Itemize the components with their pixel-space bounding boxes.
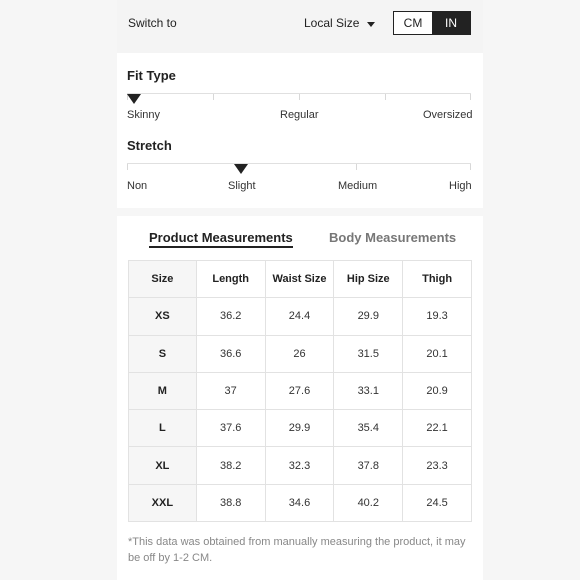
stretch-scale (127, 163, 471, 171)
table-cell: 27.6 (265, 372, 334, 409)
stretch-option: Slight (228, 180, 256, 192)
fit-type-option: Regular (280, 109, 319, 121)
table-cell-size: M (129, 372, 197, 409)
table-cell: 33.1 (334, 372, 403, 409)
table-cell-size: S (129, 335, 197, 372)
scale-tick (470, 164, 471, 170)
table-header: Waist Size (265, 261, 334, 298)
table-row (129, 372, 472, 409)
scale-tick (470, 94, 471, 100)
table-cell: 24.4 (265, 298, 334, 335)
table-cell: 20.1 (403, 335, 472, 372)
table-cell-size: XS (129, 298, 197, 335)
table-cell-size: XXL (129, 484, 197, 521)
table-cell: 24.5 (403, 484, 472, 521)
scale-tick (356, 164, 357, 170)
fit-panel (117, 53, 483, 208)
tab-product-measurements[interactable]: Product Measurements (149, 230, 293, 248)
table-header: Length (196, 261, 265, 298)
unit-switch-bar (117, 0, 483, 53)
size-table (128, 260, 472, 522)
measurement-tabs (117, 230, 483, 250)
table-cell: 26 (265, 335, 334, 372)
fit-type-scale (127, 93, 471, 101)
table-cell: 34.6 (265, 484, 334, 521)
size-system-dropdown[interactable] (304, 16, 375, 30)
table-cell: 35.4 (334, 410, 403, 447)
table-cell: 37.8 (334, 447, 403, 484)
table-cell: 36.6 (196, 335, 265, 372)
stretch-option: Non (127, 180, 148, 192)
table-header: Thigh (403, 261, 472, 298)
table-cell: 32.3 (265, 447, 334, 484)
table-cell: 20.9 (403, 372, 472, 409)
switch-label: Switch to (128, 16, 177, 30)
scale-tick (213, 94, 214, 100)
table-cell: 37 (196, 372, 265, 409)
measurement-disclaimer: *This data was obtained from manually measuring the product, it may be off by 1-2 CM. (128, 536, 466, 564)
size-system-value: Local Size (304, 16, 360, 30)
table-cell: 36.2 (196, 298, 265, 335)
table-cell: 19.3 (403, 298, 472, 335)
scale-tick (385, 94, 386, 100)
table-cell-size: XL (129, 447, 197, 484)
table-row (129, 335, 472, 372)
fit-type-title: Fit Type (127, 68, 176, 83)
fit-type-option: Oversized (423, 109, 473, 121)
stretch-title: Stretch (127, 138, 172, 153)
table-cell: 29.9 (265, 410, 334, 447)
table-row (129, 298, 472, 335)
measurements-panel (117, 216, 483, 580)
caret-down-icon (367, 22, 375, 27)
table-header: Hip Size (334, 261, 403, 298)
table-cell: 38.2 (196, 447, 265, 484)
unit-in-button[interactable]: IN (432, 12, 470, 34)
table-cell: 29.9 (334, 298, 403, 335)
table-cell: 38.8 (196, 484, 265, 521)
scale-tick (299, 94, 300, 100)
tab-body-measurements[interactable]: Body Measurements (329, 230, 457, 245)
scale-tick (127, 164, 128, 170)
table-cell: 22.1 (403, 410, 472, 447)
table-row (129, 484, 472, 521)
table-cell: 37.6 (196, 410, 265, 447)
table-cell-size: L (129, 410, 197, 447)
stretch-option: Medium (338, 180, 378, 192)
stretch-marker-icon (234, 164, 248, 174)
stretch-option: High (449, 180, 472, 192)
unit-toggle (393, 11, 471, 35)
table-row (129, 447, 472, 484)
table-cell: 23.3 (403, 447, 472, 484)
table-cell: 31.5 (334, 335, 403, 372)
table-row (129, 410, 472, 447)
fit-type-option: Skinny (127, 109, 161, 121)
unit-cm-button[interactable]: CM (394, 12, 432, 34)
table-header: Size (129, 261, 197, 298)
table-header-row (129, 261, 472, 298)
table-cell: 40.2 (334, 484, 403, 521)
fit-type-marker-icon (127, 94, 141, 104)
